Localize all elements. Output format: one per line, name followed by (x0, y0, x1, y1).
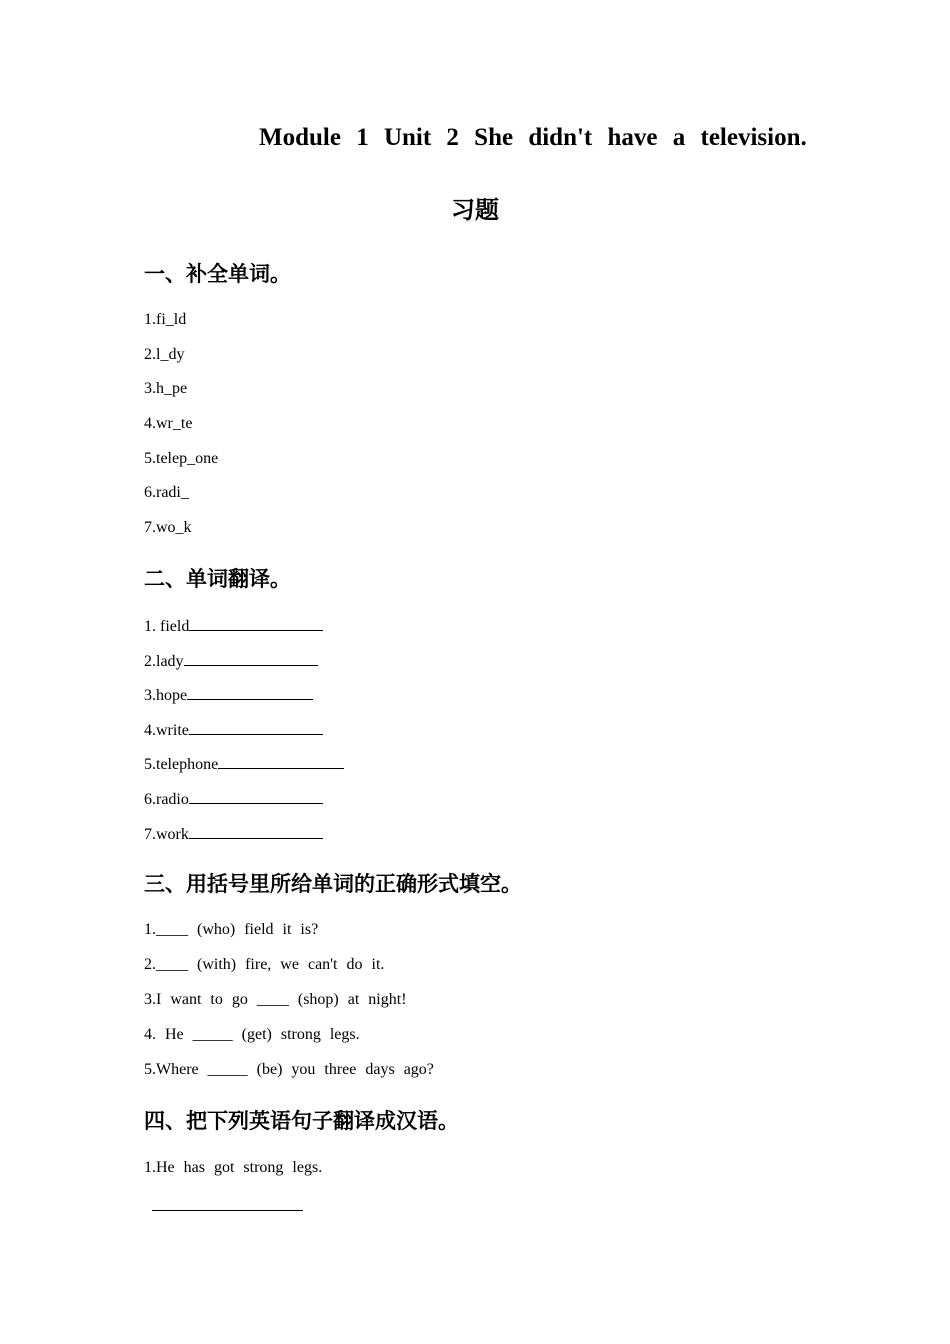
section-1-item: 3.h_pe (144, 380, 188, 397)
section-2-item (144, 789, 323, 809)
section-2-item (144, 754, 344, 774)
section-3-item: 5.Where _____ (be) you three days ago? (144, 1061, 434, 1078)
section-2-word: 4.write (144, 722, 189, 739)
answer-line[interactable] (152, 1210, 303, 1211)
answer-blank[interactable] (189, 616, 323, 631)
answer-blank[interactable] (218, 754, 344, 769)
section-2-word: 2.lady (144, 653, 184, 670)
section-1-item: 1.fi_ld (144, 311, 187, 328)
section-1-item: 4.wr_te (144, 415, 193, 432)
answer-blank[interactable] (184, 651, 318, 666)
section-2-heading: 二、单词翻译。 (144, 567, 291, 591)
section-3-item: 1.____ (who) field it is? (144, 921, 319, 938)
section-2-item (144, 824, 323, 844)
section-2-item (144, 616, 323, 636)
section-1-item: 2.l_dy (144, 346, 185, 363)
section-4-item: 1.He has got strong legs. (144, 1159, 323, 1176)
answer-blank[interactable] (189, 720, 323, 735)
section-2-item (144, 651, 318, 671)
section-1-item: 6.radi_ (144, 484, 189, 501)
answer-blank[interactable] (187, 685, 313, 700)
section-4-heading: 四、把下列英语句子翻译成汉语。 (144, 1109, 459, 1133)
section-2-word: 5.telephone (144, 756, 219, 773)
section-1-heading: 一、补全单词。 (144, 262, 291, 286)
section-1-item: 7.wo_k (144, 519, 192, 536)
answer-blank[interactable] (189, 789, 323, 804)
section-3-item: 3.I want to go ____ (shop) at night! (144, 991, 407, 1008)
document-title: Module 1 Unit 2 She didn't have a television. (259, 124, 807, 151)
section-3-heading: 三、用括号里所给单词的正确形式填空。 (144, 872, 522, 896)
section-1-item: 5.telep_one (144, 450, 219, 467)
answer-blank[interactable] (189, 824, 323, 839)
section-2-item (144, 685, 313, 705)
section-2-word: 7.work (144, 826, 189, 843)
section-2-item (144, 720, 323, 740)
section-2-word: 6.radio (144, 791, 189, 808)
section-2-word: 3.hope (144, 687, 188, 704)
section-3-item: 2.____ (with) fire, we can't do it. (144, 956, 385, 973)
section-2-word: 1. field (144, 618, 190, 635)
document-subtitle: 习题 (451, 196, 499, 224)
section-3-item: 4. He _____ (get) strong legs. (144, 1026, 360, 1043)
